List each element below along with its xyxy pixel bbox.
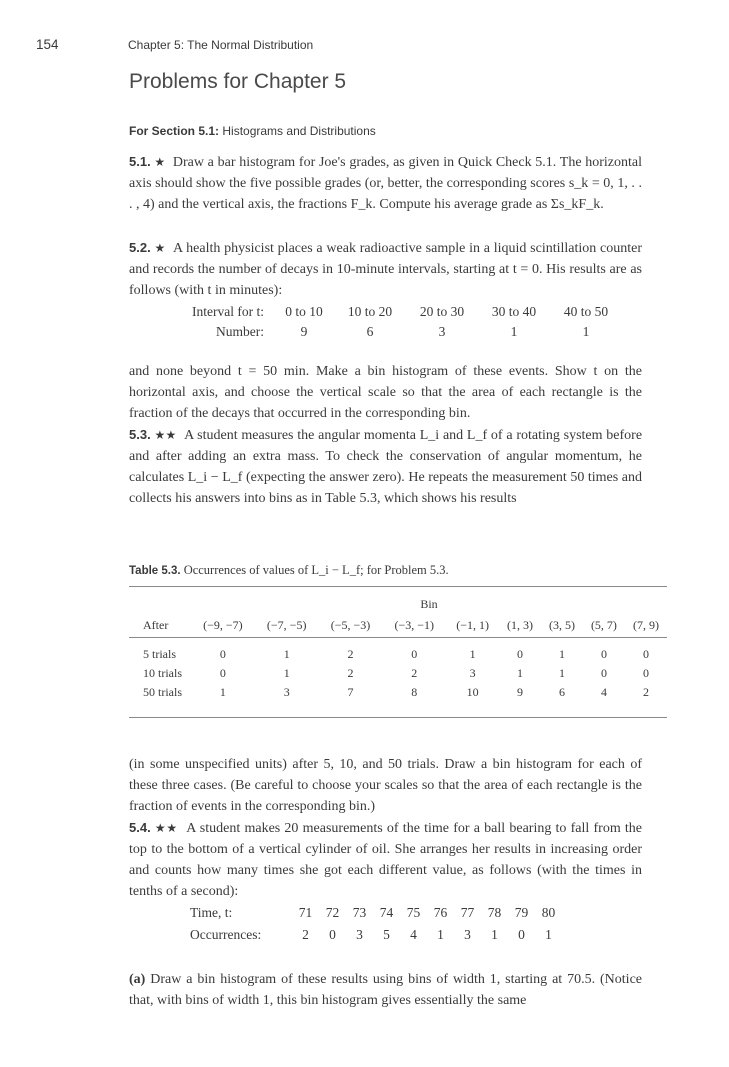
table-cell: 1: [469, 647, 476, 661]
table-cell: 10: [466, 685, 479, 699]
table-cell: 1: [582, 324, 590, 339]
table-cell: 10 to 20: [347, 304, 393, 319]
problem-number: 5.4.: [129, 820, 151, 835]
row-label: Occurrences:: [190, 927, 262, 942]
problem-text: A health physicist places a weak radioactive sample in a liquid scintillation counter and records the number of decays in 10-minute intervals, starting at t = 0. His results are as follows (with t in minutes):: [129, 241, 643, 298]
table-row: [129, 683, 667, 702]
bin-header: Bin: [420, 596, 438, 611]
table-cell: 1: [545, 927, 552, 942]
table-cell: 2: [302, 927, 309, 942]
row-label: Time, t:: [190, 905, 233, 920]
section-label: For Section 5.1:: [129, 124, 220, 138]
problem-5-4: [129, 817, 642, 902]
table-cell: 1: [437, 927, 444, 942]
table-row: [129, 664, 667, 683]
table-cell: 79: [514, 905, 529, 920]
row-label: 5 trials: [143, 647, 176, 661]
table-cell: 0: [518, 927, 525, 942]
table-cell: 2: [642, 685, 649, 699]
table-cell: 2: [347, 647, 354, 661]
table-cell: 0 to 10: [285, 304, 323, 319]
part-text: Draw a bin histogram of these results using bins of width 1, starting at 70.5. (Notice that, with bins of width 1, this bin histogram gives essentially the same: [129, 972, 642, 1008]
page-number: 154: [36, 37, 59, 52]
table-cell: 72: [325, 905, 340, 920]
column-header: (−3, −1): [394, 618, 435, 633]
row-label: 10 trials: [143, 666, 182, 680]
table-cell: 1: [283, 666, 290, 680]
table-cell: 3: [283, 685, 290, 699]
problem-5-1: [129, 151, 642, 215]
table-cell: 8: [411, 685, 418, 699]
column-header: (3, 5): [548, 618, 575, 633]
column-header: (−5, −3): [330, 618, 371, 633]
table-cell: 80: [541, 905, 556, 920]
table-cell: 1: [219, 685, 226, 699]
table-cell: 1: [517, 666, 524, 680]
table-cell: 3: [469, 666, 476, 680]
problem-number: 5.2.: [129, 240, 151, 255]
table-cell: 4: [600, 685, 607, 699]
table-bottom-rule: [129, 717, 667, 718]
table-top-rule: [129, 586, 667, 587]
section-title: Histograms and Distributions: [222, 124, 376, 138]
table-cell: 3: [356, 927, 363, 942]
decay-table: [168, 304, 622, 340]
table-header-row: [129, 593, 667, 615]
table-cell: 0: [329, 927, 336, 942]
part-label: (a): [129, 972, 146, 987]
difficulty-stars: ★: [154, 241, 166, 255]
table-cell: 20 to 30: [419, 304, 465, 319]
table-cell: 4: [410, 927, 417, 942]
table-cell: 1: [558, 666, 565, 680]
table-row: [129, 645, 667, 664]
chapter-heading: Problems for Chapter 5: [129, 70, 347, 93]
table-cell: 0: [600, 647, 607, 661]
table-cell: 77: [460, 905, 475, 920]
table-cell: 5: [383, 927, 390, 942]
table-cell: 1: [491, 927, 498, 942]
difficulty-stars: ★★: [154, 821, 178, 835]
table-cell: 74: [379, 905, 394, 920]
row-label: Number:: [216, 324, 264, 339]
table-5-3: [129, 593, 667, 702]
section-heading: [129, 124, 376, 138]
table-cell: 0: [642, 647, 649, 661]
column-header: (5, 7): [590, 618, 617, 633]
table-cell: 1: [510, 324, 518, 339]
table-row: [168, 304, 622, 320]
table-cell: 2: [347, 666, 354, 680]
table-cell: 6: [558, 685, 565, 699]
table-cell: 71: [298, 905, 313, 920]
problem-text: Draw a bar histogram for Joe's grades, as given in Quick Check 5.1. The horizontal axis should show the five possible grades (or, better, the corresponding scores s_k = 0, 1, . . . , 4) and the vertical axis, the fractions F_k. Compute his average grade as Σs_kF_k.: [129, 155, 643, 212]
table-cell: 9: [517, 685, 524, 699]
table-cell: 3: [438, 324, 446, 339]
problem-text: A student makes 20 measurements of the time for a ball bearing to fall from the top to the bottom of a vertical cylinder of oil. She arranges her results in increasing order and counts how many times she got each different value, as follows (with the times in tenths of a second):: [129, 821, 643, 899]
problem-5-3: [129, 424, 642, 509]
problem-number: 5.3.: [129, 427, 151, 442]
table-cell: 0: [411, 647, 418, 661]
running-title: Chapter 5: The Normal Distribution: [128, 38, 314, 52]
table-cell: 6: [366, 324, 374, 339]
row-label: 50 trials: [143, 685, 182, 699]
table-cell: 78: [487, 905, 502, 920]
table-row: [190, 921, 562, 943]
table-row: [168, 320, 622, 340]
table-cell: 0: [219, 666, 226, 680]
fall-time-table: [190, 905, 562, 943]
table-cell: 0: [219, 647, 226, 661]
table-cell: 1: [283, 647, 290, 661]
column-header: (−1, 1): [456, 618, 489, 633]
problem-5-3-continued: (in some unspecified units) after 5, 10, and 50 trials. Draw a bin histogram for each of these three cases. (Be careful to choose your scales so that the area of each rectangle is the fraction of events in the corresponding bin.): [129, 757, 642, 814]
table-cell: 0: [642, 666, 649, 680]
after-header: After: [143, 618, 169, 633]
table-header-row: [129, 615, 667, 637]
problem-5-4-part-a: [129, 969, 642, 1011]
table-caption-text: Occurrences of values of L_i − L_f; for Problem 5.3.: [183, 563, 449, 577]
column-header: (−7, −5): [266, 618, 307, 633]
table-cell: 30 to 40: [491, 304, 537, 319]
table-cell: 3: [464, 927, 471, 942]
table-cell: 76: [433, 905, 448, 920]
problem-number: 5.1.: [129, 154, 151, 169]
column-header: (7, 9): [632, 618, 659, 633]
difficulty-stars: ★★: [154, 428, 177, 442]
problem-5-2-continued: and none beyond t = 50 min. Make a bin histogram of these events. Show t on the horizontal axis, and choose the vertical scale so that the area of each rectangle is the fraction of the decays that occurred in the corresponding bin.: [129, 364, 642, 421]
table-cell: 2: [411, 666, 418, 680]
table-cell: 75: [406, 905, 421, 920]
difficulty-stars: ★: [154, 155, 166, 169]
table-caption-label: Table 5.3.: [129, 565, 181, 577]
table-row: [190, 905, 562, 921]
row-label: Interval for t:: [192, 304, 264, 319]
table-cell: 7: [347, 685, 354, 699]
table-cell: 1: [558, 647, 565, 661]
problem-text: A student measures the angular momenta L_i and L_f of a rotating system before and after adding an extra mass. To check the conservation of angular momentum, he calculates L_i − L_f (expecting the answer zero). He repeats the measurement 50 times and collects his answers into bins as in Table 5.3, which shows his results: [129, 428, 643, 506]
table-cell: 40 to 50: [563, 304, 609, 319]
table-caption: [129, 563, 449, 578]
table-cell: 73: [352, 905, 367, 920]
column-header: (−9, −7): [203, 618, 243, 633]
problem-5-2: [129, 237, 642, 301]
table-cell: 0: [517, 647, 524, 661]
table-cell: 9: [300, 324, 308, 339]
column-header: (1, 3): [507, 618, 534, 633]
table-cell: 0: [600, 666, 607, 680]
